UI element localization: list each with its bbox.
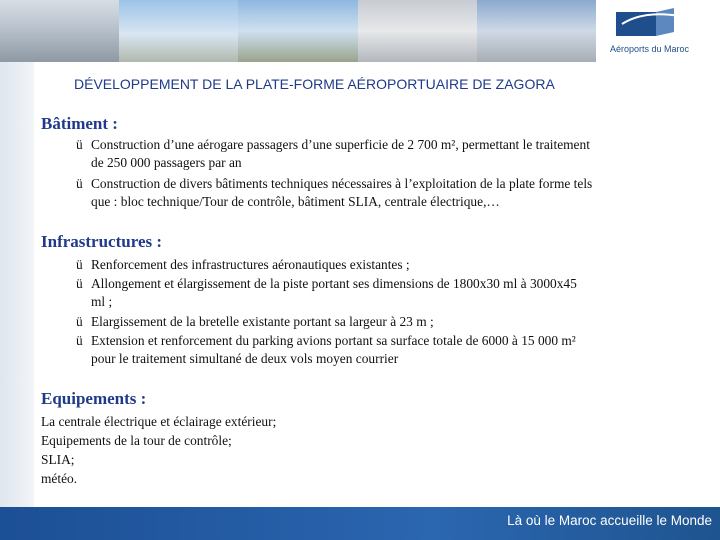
page-title: DÉVELOPPEMENT DE LA PLATE-FORME AÉROPORTUAIRE DE ZAGORA — [74, 76, 555, 92]
logo-text: Aéroports du Maroc — [610, 44, 690, 54]
list-item: ü Extension et renforcement du parking avions portant sa surface totale de 6000 à 15 000 m² pour le traitement simultané de deux vols moyen courrier — [76, 333, 576, 366]
equipment-line: La centrale électrique et éclairage extérieur; — [41, 414, 277, 429]
list-item: ü Construction d’une aérogare passagers d’une superficie de 2 700 m², permettant le traitement de 250 000 passagers par an — [76, 137, 590, 170]
list-item: ü Allongement et élargissement de la piste portant ses dimensions de 1800x30 ml à 3000x45 ml ; — [76, 276, 577, 309]
header-photo-aircraft — [119, 0, 238, 62]
checkmark-icon: ü — [76, 276, 83, 291]
header-photo-checkin — [477, 0, 596, 62]
checkmark-icon: ü — [76, 314, 83, 329]
checkmark-icon: ü — [76, 257, 83, 272]
footer-bar — [0, 507, 720, 540]
checkmark-icon: ü — [76, 176, 83, 191]
header-photo-exterior — [238, 0, 357, 62]
checkmark-icon: ü — [76, 333, 83, 348]
header-photo-hall — [358, 0, 477, 62]
equipment-line: Equipements de la tour de contrôle; — [41, 433, 232, 448]
checkmark-icon: ü — [76, 137, 83, 152]
section-heading-equipements: Equipements : — [41, 389, 147, 408]
section-heading-batiment: Bâtiment : — [41, 114, 118, 133]
section-heading-infrastructures: Infrastructures : — [41, 232, 163, 251]
airports-logo-icon — [614, 6, 686, 40]
equipment-line: météo. — [41, 471, 78, 486]
left-photo-edge — [0, 0, 34, 540]
header-photo-terminal — [0, 0, 119, 62]
logo — [596, 0, 720, 62]
footer-slogan: Là où le Maroc accueille le Monde — [507, 513, 712, 528]
list-item: ü Elargissement de la bretelle existante portant sa largeur à 23 m ; — [76, 314, 434, 329]
header-photo-strip — [0, 0, 596, 62]
list-item: ü Renforcement des infrastructures aéronautiques existantes ; — [76, 257, 410, 272]
equipment-line: SLIA; — [41, 452, 75, 467]
list-item: ü Construction de divers bâtiments techniques nécessaires à l’exploitation de la plate forme tels que : bloc technique/Tour de contrôle, bâtiment SLIA, centrale électrique,… — [76, 176, 593, 209]
